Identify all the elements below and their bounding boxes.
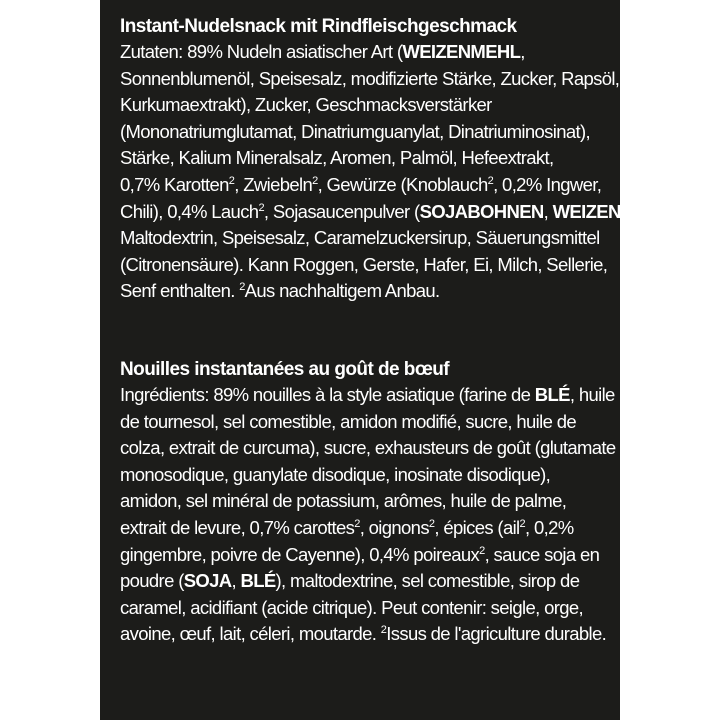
footnote-text: Issus de l'agriculture durable. xyxy=(386,623,607,645)
german-line-1 xyxy=(120,39,610,66)
footnote-marker: 2 xyxy=(428,517,435,530)
german-ingredients xyxy=(120,39,631,305)
german-line-7 xyxy=(120,199,631,226)
text-run: avoine, œuf, lait, céleri, moutarde. xyxy=(120,623,381,645)
text-run: ), maltodextrine, sel comestible, sirop de xyxy=(275,570,580,592)
footnote-marker: 2 xyxy=(487,174,494,187)
text-run: 0,7% Karotten xyxy=(120,173,229,195)
german-section xyxy=(120,14,631,305)
german-line-3: Kurkumaextrakt), Zucker, Geschmacksverstärker xyxy=(120,94,492,116)
text-run: , oignons xyxy=(359,516,429,538)
text-run: , huile xyxy=(569,383,615,405)
french-section xyxy=(120,357,616,648)
footnote-marker: 2 xyxy=(228,174,235,187)
german-line-2: Sonnenblumenöl, Speisesalz, modifizierte Stärke, Zucker, Rapsöl, xyxy=(120,67,620,89)
french-line-8 xyxy=(120,568,610,595)
text-run: , xyxy=(543,200,553,222)
french-ingredients xyxy=(120,382,616,648)
text-run: , xyxy=(520,41,525,62)
text-run: , épices (ail xyxy=(434,516,520,538)
text-run: Chili), 0,4% Lauch xyxy=(120,200,259,222)
french-title: Nouilles instantanées au goût de bœuf xyxy=(120,358,450,380)
german-line-8: Maltodextrin, Speisesalz, Caramelzuckersirup, Säuerungsmittel xyxy=(120,227,600,249)
text-run: Senf enthalten. xyxy=(120,280,240,302)
text-run: , 0,2% Ingwer, xyxy=(493,173,602,195)
french-line-1 xyxy=(120,382,615,409)
allergen-text: WEIZEN xyxy=(552,200,621,222)
footnote-marker: 2 xyxy=(258,201,264,214)
footnote-marker: 2 xyxy=(312,174,318,187)
text-run: extrait de levure, 0,7% carottes xyxy=(120,516,355,538)
allergen-text: SOJABOHNEN xyxy=(419,200,544,222)
german-line-10 xyxy=(120,278,610,305)
text-run: , sauce soja en xyxy=(484,543,600,565)
french-line-6 xyxy=(120,515,610,542)
french-line-10 xyxy=(120,621,610,648)
ingredients-label-panel xyxy=(100,0,631,720)
german-line-9: (Citronensäure). Kann Roggen, Gerste, Hafer, Ei, Milch, Sellerie, xyxy=(120,253,608,275)
footnote-text: Aus nachhaltigem Anbau. xyxy=(244,280,440,302)
german-line-4: (Mononatriumglutamat, Dinatriumguanylat, Dinatriuminosinat), xyxy=(120,120,590,142)
text-run: , Sojasaucenpulver ( xyxy=(263,200,420,222)
text-run: , 0,2% xyxy=(524,516,574,538)
text-run: Ingrédients: 89% nouilles à la style asiatique (farine de xyxy=(120,383,535,405)
allergen-text: BLÉ xyxy=(534,383,570,405)
french-line-9: caramel, acidifiant (acide citrique). Peut contenir: seigle, orge, xyxy=(120,596,584,618)
footnote-marker: 2 xyxy=(519,517,525,530)
footnote-marker: 2 xyxy=(354,517,360,530)
footnote-marker: 2 xyxy=(479,544,485,557)
german-line-5: Stärke, Kalium Mineralsalz, Aromen, Palmöl, Hefeextrakt, xyxy=(120,147,554,169)
text-run: , Zwiebeln xyxy=(234,173,313,195)
allergen-text: WEIZENMEHL xyxy=(402,41,521,62)
allergen-text: SOJA xyxy=(183,570,232,592)
french-line-2: de tournesol, sel comestible, amidon modifié, sucre, huile de xyxy=(120,410,577,432)
allergen-text: BLÉ xyxy=(240,570,276,592)
french-line-5: amidon, sel minéral de potassium, arômes, huile de palme, xyxy=(120,490,567,512)
french-line-3: colza, extrait de curcuma), sucre, exhausteurs de goût (glutamate xyxy=(120,437,616,459)
german-line-6 xyxy=(120,172,610,199)
french-line-4: monosodique, guanylate disodique, inosinate disodique), xyxy=(120,463,551,485)
text-run: ), xyxy=(620,200,631,222)
text-run: , Gewürze (Knoblauch xyxy=(317,173,488,195)
text-run: gingembre, poivre de Cayenne), 0,4% poireaux xyxy=(120,543,480,565)
french-line-7 xyxy=(120,542,610,569)
german-title: Instant-Nudelsnack mit Rindfleischgeschmack xyxy=(120,16,517,37)
text-run: Zutaten: 89% Nudeln asiatischer Art ( xyxy=(120,41,403,62)
footnote-marker: 2 xyxy=(380,624,387,637)
text-run: , xyxy=(231,570,241,592)
footnote-marker: 2 xyxy=(239,281,245,294)
text-run: poudre ( xyxy=(120,570,184,592)
